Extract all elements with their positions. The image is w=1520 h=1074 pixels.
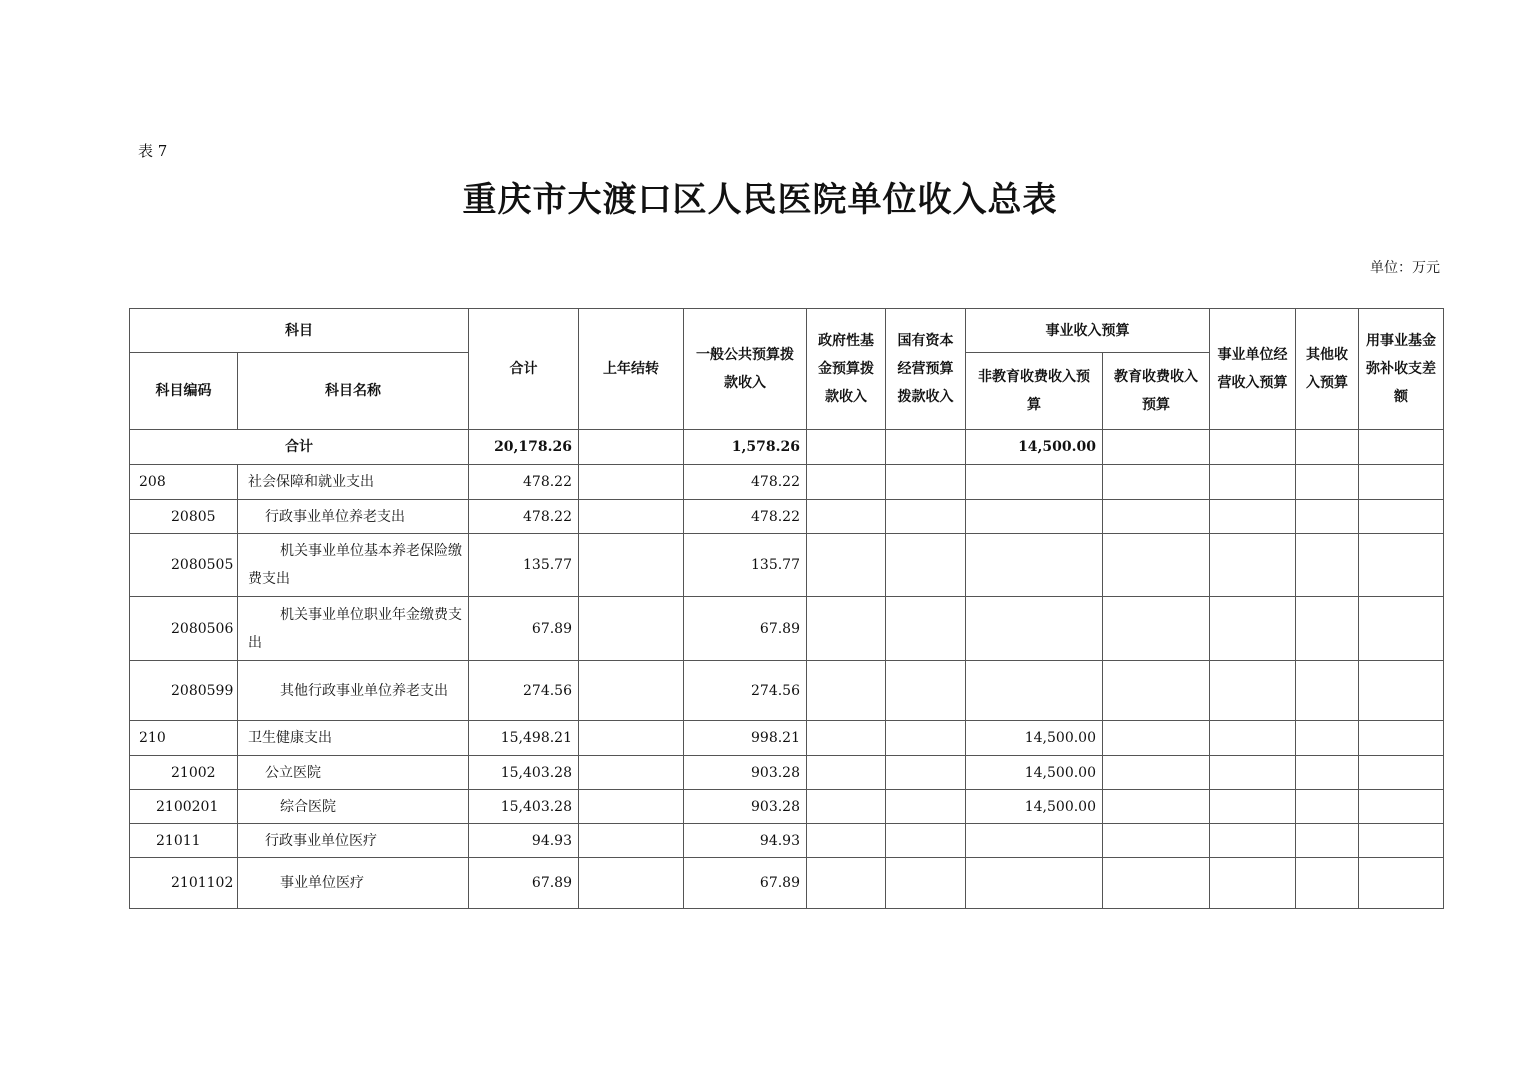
- row-edu-fee: [1103, 824, 1210, 858]
- row-state-capital: [886, 756, 966, 790]
- row-total: 67.89: [469, 858, 579, 909]
- row-name: 综合医院: [238, 790, 469, 824]
- row-operating-income: [1210, 858, 1296, 909]
- row-fund-balance: [1359, 721, 1444, 756]
- row-general-budget: 274.56: [684, 661, 807, 721]
- row-edu-fee: [1103, 597, 1210, 661]
- table-row: [130, 500, 1444, 534]
- row-code: 210: [130, 721, 238, 756]
- row-code: 21002: [130, 756, 238, 790]
- total-edu-fee: [1103, 430, 1210, 465]
- row-state-capital: [886, 500, 966, 534]
- row-operating-income: [1210, 824, 1296, 858]
- row-gov-fund: [807, 597, 886, 661]
- row-operating-income: [1210, 500, 1296, 534]
- row-gov-fund: [807, 790, 886, 824]
- row-general-budget: 135.77: [684, 534, 807, 597]
- row-code: 21011: [130, 824, 238, 858]
- row-fund-balance: [1359, 597, 1444, 661]
- row-fund-balance: [1359, 500, 1444, 534]
- total-total: 20,178.26: [469, 430, 579, 465]
- row-name: 行政事业单位养老支出: [238, 500, 469, 534]
- row-operating-income: [1210, 465, 1296, 500]
- row-non-edu-fee: 14,500.00: [966, 756, 1103, 790]
- row-name: 其他行政事业单位养老支出: [238, 661, 469, 721]
- row-gov-fund: [807, 500, 886, 534]
- table-row: [130, 756, 1444, 790]
- row-gov-fund: [807, 858, 886, 909]
- row-general-budget: 67.89: [684, 858, 807, 909]
- row-general-budget: 998.21: [684, 721, 807, 756]
- row-fund-balance: [1359, 534, 1444, 597]
- row-other-income: [1296, 661, 1359, 721]
- row-non-edu-fee: 14,500.00: [966, 790, 1103, 824]
- row-gov-fund: [807, 721, 886, 756]
- table-row: [130, 465, 1444, 500]
- row-gov-fund: [807, 756, 886, 790]
- row-code: 20805: [130, 500, 238, 534]
- table-row: [130, 858, 1444, 909]
- header-subject: 科目: [130, 309, 469, 353]
- row-name: 事业单位医疗: [238, 858, 469, 909]
- row-operating-income: [1210, 721, 1296, 756]
- total-gov-fund: [807, 430, 886, 465]
- row-other-income: [1296, 824, 1359, 858]
- row-fund-balance: [1359, 858, 1444, 909]
- row-carryover: [579, 661, 684, 721]
- row-code: 208: [130, 465, 238, 500]
- row-total: 15,403.28: [469, 756, 579, 790]
- row-fund-balance: [1359, 756, 1444, 790]
- row-other-income: [1296, 597, 1359, 661]
- row-non-edu-fee: [966, 465, 1103, 500]
- header-operating-income: 事业单位经营收入预算: [1210, 309, 1296, 430]
- row-gov-fund: [807, 465, 886, 500]
- row-carryover: [579, 465, 684, 500]
- row-name: 社会保障和就业支出: [238, 465, 469, 500]
- total-non-edu-fee: 14,500.00: [966, 430, 1103, 465]
- row-state-capital: [886, 534, 966, 597]
- total-fund-balance: [1359, 430, 1444, 465]
- row-total: 478.22: [469, 465, 579, 500]
- total-carryover: [579, 430, 684, 465]
- income-summary-table: [129, 308, 1444, 909]
- row-fund-balance: [1359, 790, 1444, 824]
- row-total: 67.89: [469, 597, 579, 661]
- row-code: 2080599: [130, 661, 238, 721]
- row-carryover: [579, 500, 684, 534]
- row-other-income: [1296, 756, 1359, 790]
- row-general-budget: 67.89: [684, 597, 807, 661]
- row-code: 2080506: [130, 597, 238, 661]
- table-row: [130, 790, 1444, 824]
- row-name: 机关事业单位职业年金缴费支出: [238, 597, 469, 661]
- row-code: 2100201: [130, 790, 238, 824]
- row-total: 94.93: [469, 824, 579, 858]
- table-row: [130, 824, 1444, 858]
- row-state-capital: [886, 858, 966, 909]
- row-name: 行政事业单位医疗: [238, 824, 469, 858]
- table-row: [130, 721, 1444, 756]
- row-non-edu-fee: [966, 597, 1103, 661]
- table-row: [130, 661, 1444, 721]
- row-state-capital: [886, 721, 966, 756]
- row-gov-fund: [807, 661, 886, 721]
- row-operating-income: [1210, 790, 1296, 824]
- row-state-capital: [886, 465, 966, 500]
- row-general-budget: 478.22: [684, 465, 807, 500]
- row-state-capital: [886, 790, 966, 824]
- row-edu-fee: [1103, 790, 1210, 824]
- table-number: 表 7: [138, 142, 168, 160]
- row-other-income: [1296, 790, 1359, 824]
- header-state-capital: 国有资本经营预算拨款收入: [886, 309, 966, 430]
- row-general-budget: 94.93: [684, 824, 807, 858]
- row-fund-balance: [1359, 824, 1444, 858]
- header-subject-code: 科目编码: [130, 353, 238, 430]
- row-carryover: [579, 858, 684, 909]
- row-name: 卫生健康支出: [238, 721, 469, 756]
- header-general-budget: 一般公共预算拨款收入: [684, 309, 807, 430]
- row-carryover: [579, 534, 684, 597]
- row-non-edu-fee: 14,500.00: [966, 721, 1103, 756]
- header-business-income: 事业收入预算: [966, 309, 1210, 353]
- row-non-edu-fee: [966, 500, 1103, 534]
- page-title: 重庆市大渡口区人民医院单位收入总表: [462, 180, 1058, 220]
- total-operating-income: [1210, 430, 1296, 465]
- total-general-budget: 1,578.26: [684, 430, 807, 465]
- row-name: 公立医院: [238, 756, 469, 790]
- header-other-income: 其他收入预算: [1296, 309, 1359, 430]
- row-other-income: [1296, 500, 1359, 534]
- row-carryover: [579, 721, 684, 756]
- row-edu-fee: [1103, 661, 1210, 721]
- row-edu-fee: [1103, 756, 1210, 790]
- total-row: [130, 430, 1444, 465]
- row-carryover: [579, 790, 684, 824]
- row-operating-income: [1210, 597, 1296, 661]
- row-carryover: [579, 597, 684, 661]
- row-state-capital: [886, 597, 966, 661]
- row-state-capital: [886, 661, 966, 721]
- row-fund-balance: [1359, 465, 1444, 500]
- row-edu-fee: [1103, 534, 1210, 597]
- header-total: 合计: [469, 309, 579, 430]
- table-row: [130, 534, 1444, 597]
- row-carryover: [579, 824, 684, 858]
- row-total: 274.56: [469, 661, 579, 721]
- row-code: 2080505: [130, 534, 238, 597]
- row-code: 2101102: [130, 858, 238, 909]
- row-general-budget: 478.22: [684, 500, 807, 534]
- row-edu-fee: [1103, 500, 1210, 534]
- total-other-income: [1296, 430, 1359, 465]
- row-total: 15,403.28: [469, 790, 579, 824]
- row-gov-fund: [807, 534, 886, 597]
- row-fund-balance: [1359, 661, 1444, 721]
- row-general-budget: 903.28: [684, 790, 807, 824]
- row-non-edu-fee: [966, 661, 1103, 721]
- total-state-capital: [886, 430, 966, 465]
- header-gov-fund: 政府性基金预算拨款收入: [807, 309, 886, 430]
- row-general-budget: 903.28: [684, 756, 807, 790]
- row-state-capital: [886, 824, 966, 858]
- row-total: 135.77: [469, 534, 579, 597]
- row-name: 机关事业单位基本养老保险缴费支出: [238, 534, 469, 597]
- header-carryover: 上年结转: [579, 309, 684, 430]
- row-edu-fee: [1103, 465, 1210, 500]
- row-non-edu-fee: [966, 534, 1103, 597]
- row-non-edu-fee: [966, 858, 1103, 909]
- header-non-edu-fee: 非教育收费收入预算: [966, 353, 1103, 430]
- row-edu-fee: [1103, 721, 1210, 756]
- header-edu-fee: 教育收费收入预算: [1103, 353, 1210, 430]
- row-operating-income: [1210, 661, 1296, 721]
- row-edu-fee: [1103, 858, 1210, 909]
- row-non-edu-fee: [966, 824, 1103, 858]
- header-subject-name: 科目名称: [238, 353, 469, 430]
- unit-label: 单位：万元: [1370, 260, 1440, 276]
- table-row: [130, 597, 1444, 661]
- header-fund-balance: 用事业基金弥补收支差额: [1359, 309, 1444, 430]
- row-other-income: [1296, 721, 1359, 756]
- row-operating-income: [1210, 756, 1296, 790]
- total-label: 合计: [130, 430, 469, 465]
- row-gov-fund: [807, 824, 886, 858]
- row-other-income: [1296, 465, 1359, 500]
- row-operating-income: [1210, 534, 1296, 597]
- row-carryover: [579, 756, 684, 790]
- row-other-income: [1296, 858, 1359, 909]
- row-total: 478.22: [469, 500, 579, 534]
- row-other-income: [1296, 534, 1359, 597]
- row-total: 15,498.21: [469, 721, 579, 756]
